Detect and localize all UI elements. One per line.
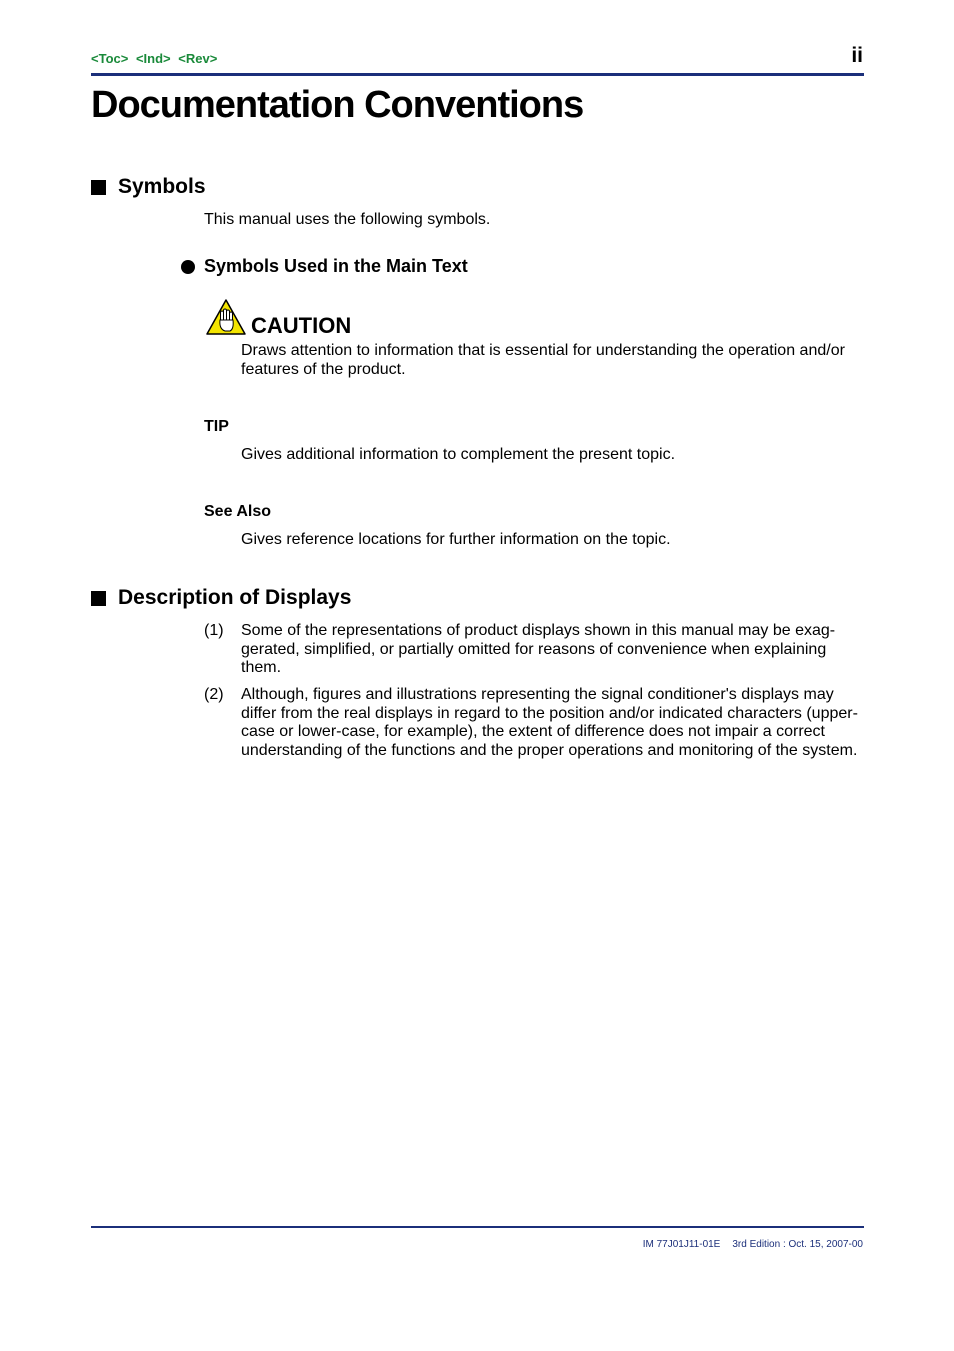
caution-description: Draws attention to information that is essential for understanding the operation and/or features of the product. xyxy=(241,342,845,378)
caution-icon xyxy=(205,298,247,336)
square-bullet-icon xyxy=(91,180,106,195)
header-nav xyxy=(91,51,217,66)
list-item xyxy=(204,622,864,678)
nav-toc-link[interactable]: <Toc> xyxy=(91,51,129,66)
list-item-text: Although, figures and illustrations representing the signal conditioner's displays may differ from the real displays in regard to the position and/or indicated characters (upper-case or lower-case, for example), the extent of difference does not impair a correct understanding of the functions and the proper operations and monitoring of the system. xyxy=(241,686,858,759)
footer-doc-id: IM 77J01J11-01E xyxy=(642,1239,721,1250)
main-text-symbols-subheading-text: Symbols Used in the Main Text xyxy=(204,256,468,276)
footer-rule xyxy=(91,1226,864,1228)
caution-label: CAUTION xyxy=(251,313,352,338)
see-also-description: Gives reference locations for further information on the topic. xyxy=(241,531,671,548)
square-bullet-icon xyxy=(91,591,106,606)
footer xyxy=(643,1239,863,1250)
list-item-number: (2) xyxy=(204,686,224,703)
symbols-heading xyxy=(91,175,206,199)
nav-rev-link[interactable]: <Rev> xyxy=(178,51,218,66)
header-rule xyxy=(91,73,864,76)
symbols-heading-text: Symbols xyxy=(118,175,206,198)
displays-heading xyxy=(91,586,351,610)
footer-edition: 3rd Edition : Oct. 15, 2007-00 xyxy=(732,1239,863,1250)
page-title: Documentation Conventions xyxy=(91,84,584,126)
tip-description: Gives additional information to complement the present topic. xyxy=(241,446,676,463)
see-also-label: See Also xyxy=(204,503,271,520)
list-item xyxy=(204,686,864,760)
tip-label: TIP xyxy=(204,418,229,435)
displays-heading-text: Description of Displays xyxy=(118,586,352,609)
list-item-number: (1) xyxy=(204,622,224,639)
page-number: ii xyxy=(851,44,863,67)
round-bullet-icon xyxy=(181,260,195,274)
nav-ind-link[interactable]: <Ind> xyxy=(135,51,171,66)
list-item-text: Some of the representations of product displays shown in this manual may be exag-gerated, simplified, or partially omitted for reasons of convenience when explaining them. xyxy=(241,622,836,677)
symbols-intro: This manual uses the following symbols. xyxy=(204,211,491,228)
main-text-symbols-subheading xyxy=(181,256,468,277)
